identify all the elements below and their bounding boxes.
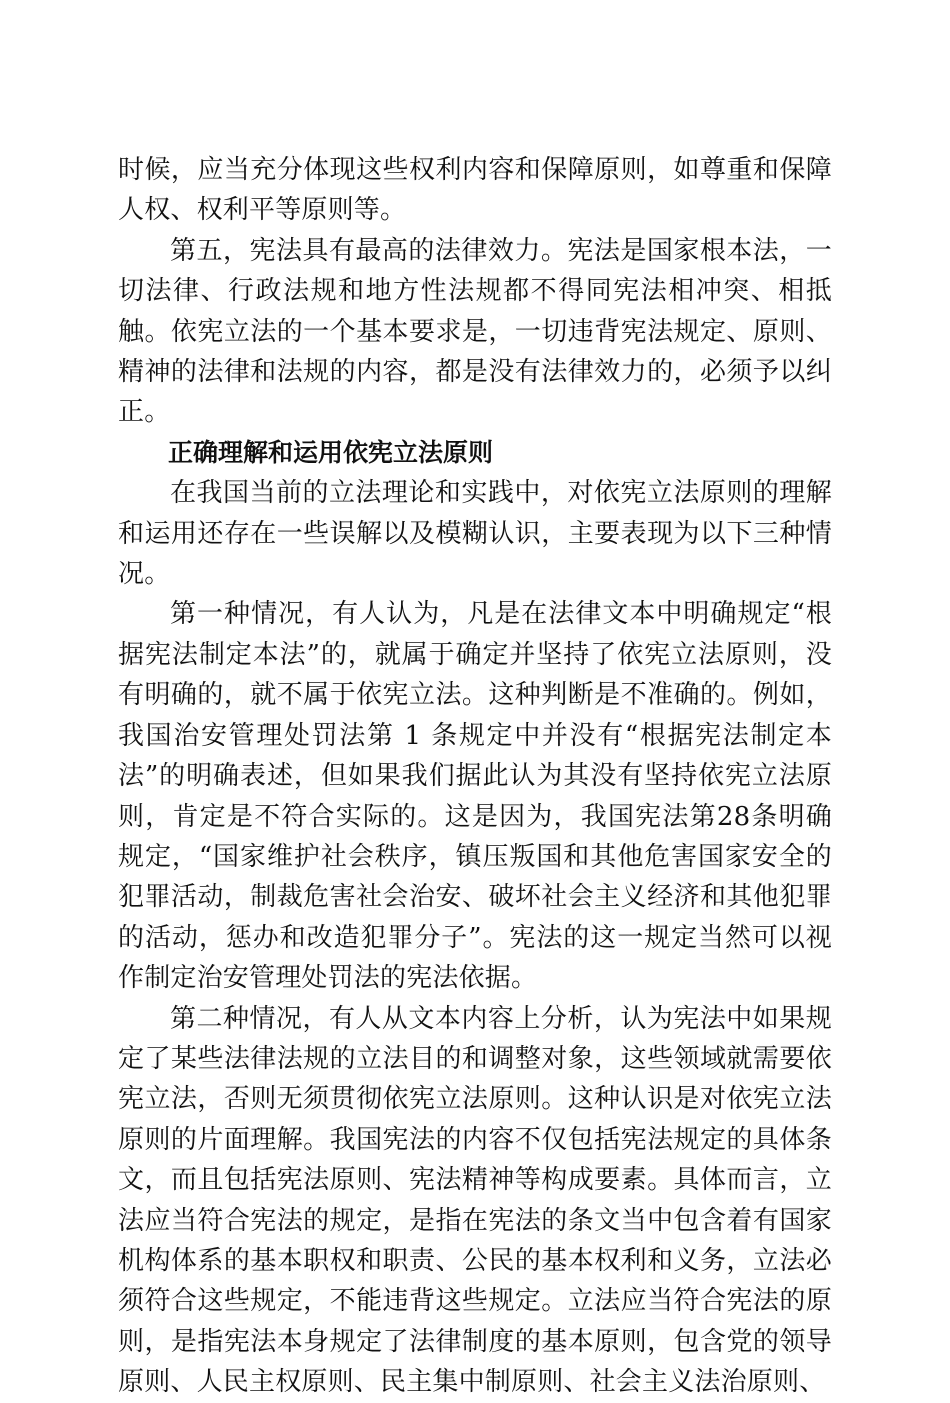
paragraph-intro: 在我国当前的立法理论和实践中，对依宪立法原则的理解和运用还存在一些误解以及模糊认识，主要表现为以下三种情况。 — [118, 478, 832, 590]
document-body — [118, 150, 832, 1403]
paragraph-first-situation: 第一种情况，有人认为，凡是在法律文本中明确规定“根据宪法制定本法”的，就属于确定并坚持了依宪立法原则，没有明确的，就不属于依宪立法。这种判断是不准确的。例如，我国治安管理处罚法第 1 条规定中并没有“根据宪法制定本法”的明确表述，但如果我们据此认为其没有坚持依宪立法原则，肯定是不符合实际的。这是因为，我国宪法第28条明确规定，“国家维护社会秩序，镇压叛国和其他危害国家安全的犯罪活动，制裁危害社会治安、破坏社会主义经济和其他犯罪的活动，惩办和改造犯罪分子”。宪法的这一规定当然可以视作制定治安管理处罚法的宪法依据。 — [118, 599, 832, 994]
section-heading: 正确理解和运用依宪立法原则 — [168, 437, 494, 467]
paragraph-continued: 时候，应当充分体现这些权利内容和保障原则，如尊重和保障人权、权利平等原则等。 — [118, 155, 832, 226]
paragraph-second-situation: 第二种情况，有人从文本内容上分析，认为宪法中如果规定了某些法律法规的立法目的和调整对象，这些领域就需要依宪立法，否则无须贯彻依宪立法原则。这种认识是对依宪立法原则的片面理解。我国宪法的内容不仅包括宪法规定的具体条文，而且包括宪法原则、宪法精神等构成要素。具体而言，立法应当符合宪法的规定，是指在宪法的条文当中包含着有国家机构体系的基本职权和职责、公民的基本权利和义务，立法必须符合这些规定，不能违背这些规定。立法应当符合宪法的原则，是指宪法本身规定了法律制度的基本原则，包含党的领导原则、人民主权原则、民主集中制原则、社会主义法治原则、 — [118, 1003, 832, 1398]
paragraph-fifth-point: 第五，宪法具有最高的法律效力。宪法是国家根本法，一切法律、行政法规和地方性法规都不得同宪法相冲突、相抵触。依宪立法的一个基本要求是，一切违背宪法规定、原则、精神的法律和法规的内容，都是没有法律效力的，必须予以纠正。 — [118, 235, 832, 428]
